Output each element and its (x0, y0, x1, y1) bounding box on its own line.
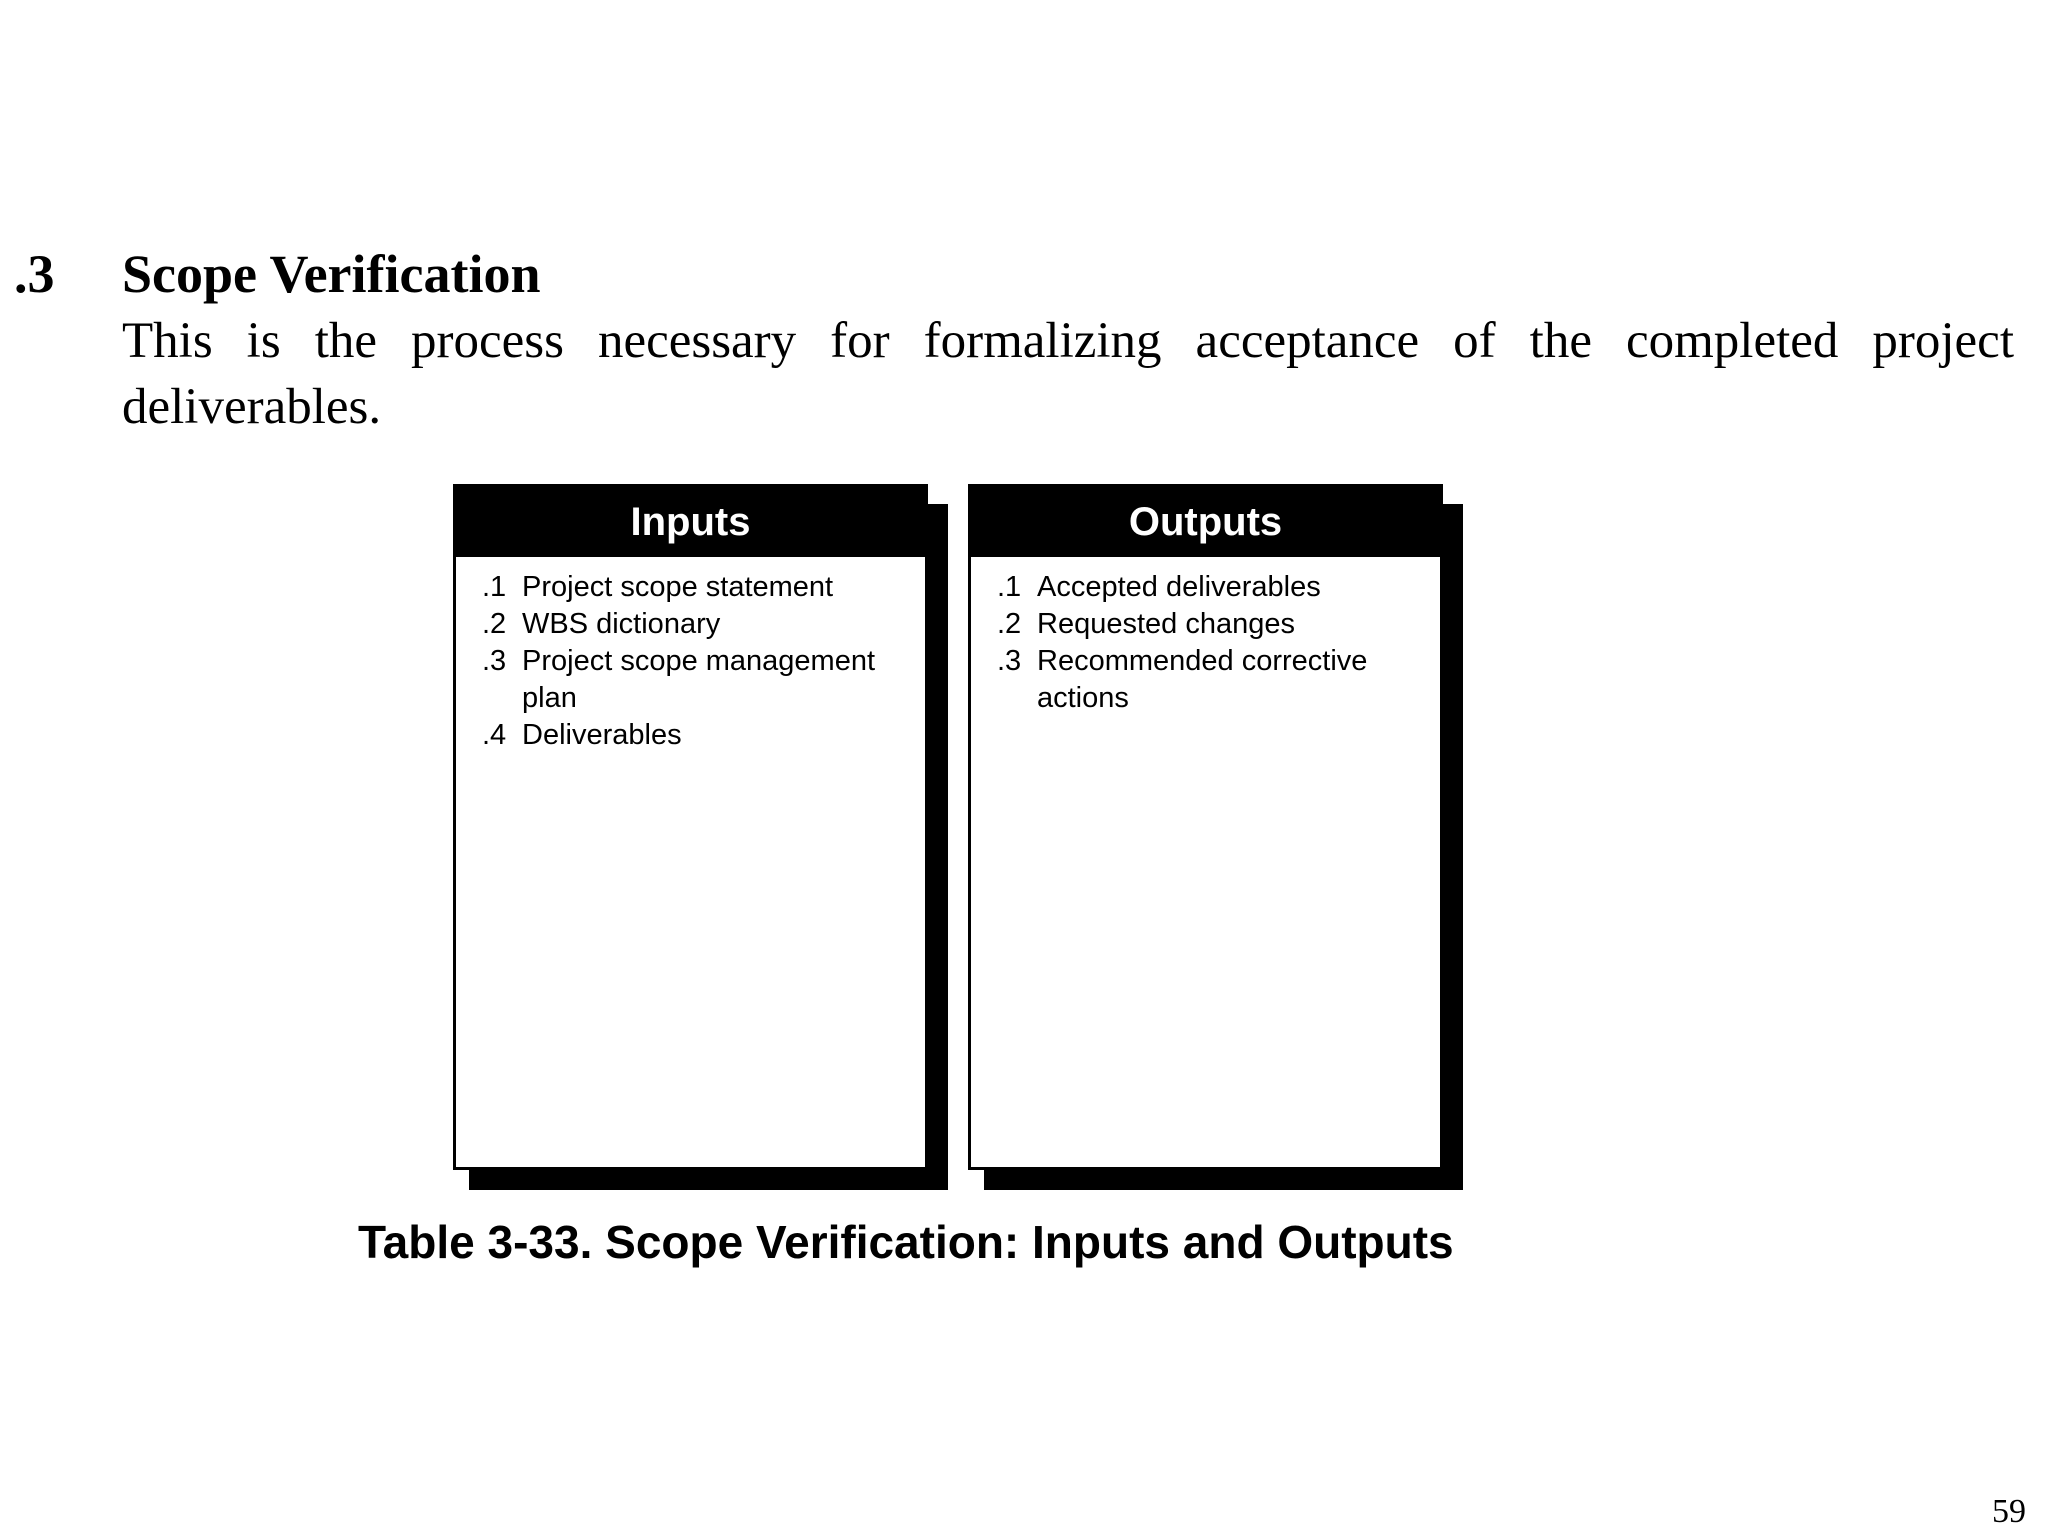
list-item (482, 717, 915, 754)
inputs-panel (453, 484, 928, 1170)
list-item-number: .3 (482, 645, 507, 677)
list-item-number: .2 (482, 608, 507, 640)
section-body: This is the process necessary for formalizing acceptance of the completed project deliverables. (122, 313, 2014, 435)
table-caption: Table 3-33. Scope Verification: Inputs and Outputs (358, 1216, 1454, 1268)
section-number: .3 (14, 244, 55, 304)
list-item (997, 569, 1430, 606)
list-item-number: .1 (482, 571, 507, 603)
inputs-box (453, 484, 928, 1170)
list-item-number: .1 (997, 571, 1022, 603)
list-item (482, 606, 915, 643)
list-item (997, 643, 1430, 717)
list-item-text: Deliverables (522, 719, 682, 751)
list-item (482, 643, 915, 717)
list-item-number: .3 (997, 645, 1022, 677)
outputs-panel (968, 484, 1443, 1170)
list-item-number: .2 (997, 608, 1022, 640)
list-item (997, 606, 1430, 643)
inputs-header: Inputs (456, 487, 925, 557)
outputs-box (968, 484, 1443, 1170)
outputs-list (997, 569, 1430, 717)
list-item-text: Accepted deliverables (1037, 571, 1321, 603)
list-item-text: Recommended corrective actions (1037, 645, 1368, 714)
page-number: 59 (1992, 1493, 2026, 1530)
list-item (482, 569, 915, 606)
list-item-number: .4 (482, 719, 507, 751)
inputs-list (482, 569, 915, 754)
list-item-text: Project scope statement (522, 571, 834, 603)
section-title: Scope Verification (122, 244, 541, 304)
outputs-header: Outputs (971, 487, 1440, 557)
list-item-text: Project scope management plan (522, 645, 876, 714)
list-item-text: Requested changes (1037, 608, 1295, 640)
list-item-text: WBS dictionary (522, 608, 721, 640)
